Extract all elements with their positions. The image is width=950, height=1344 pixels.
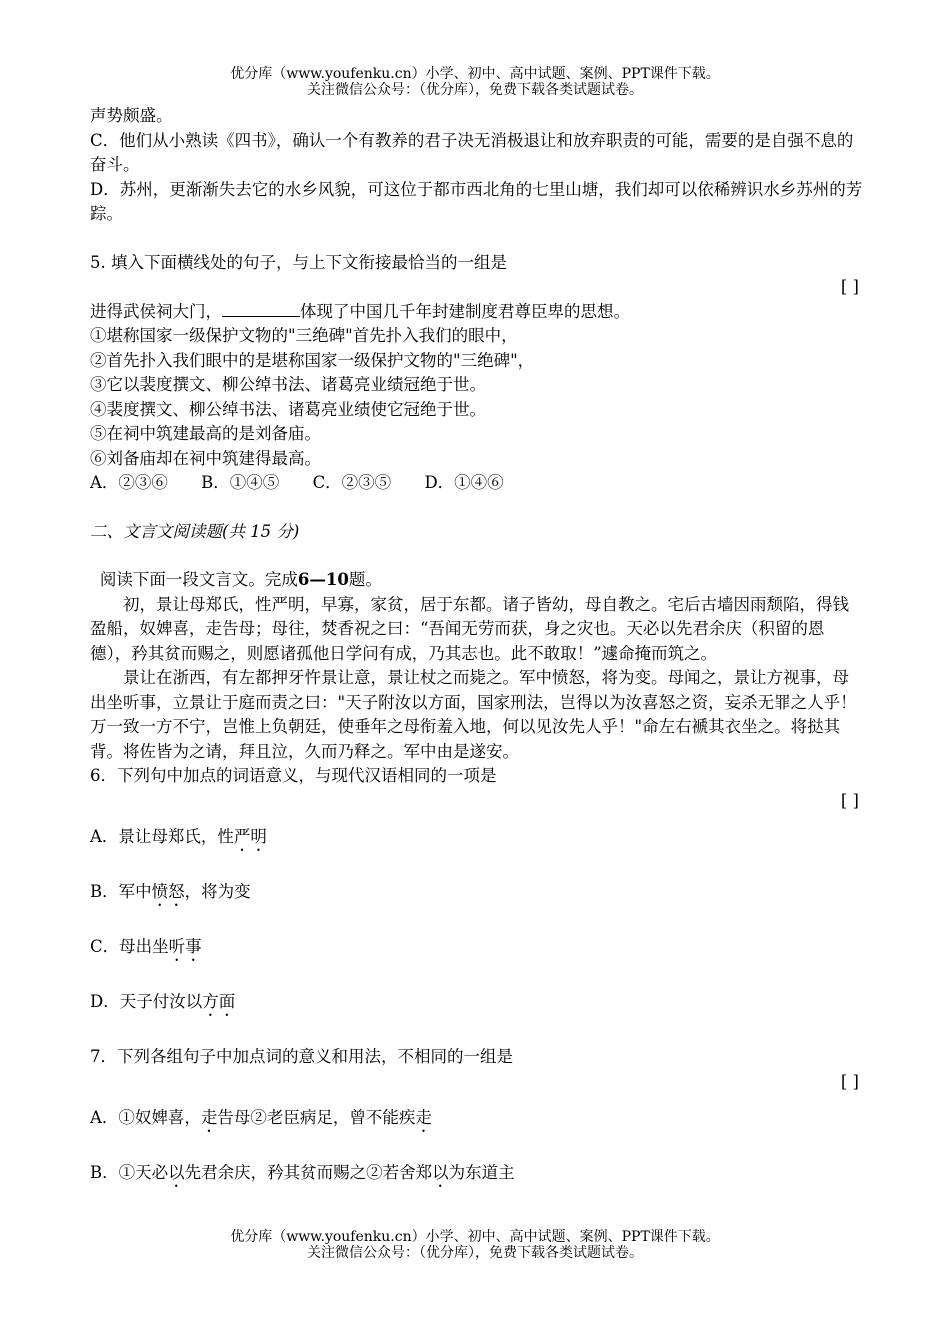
- q6-b-dotted-word: 愤怒: [151, 882, 185, 901]
- q5-passage-post: 体现了中国几千年封建制度君尊臣卑的思想。: [300, 301, 630, 321]
- reading-instruction: [90, 568, 865, 593]
- q6-option-c: [90, 935, 865, 965]
- q5-option-b: B．①④⑤: [201, 473, 280, 492]
- classical-passage-para-1: 初，景让母郑氏，性严明，早寡，家贫，居于东都。诸子皆幼，母自教之。宅后古墙因雨颓陷，得钱盈船，奴婢喜，走告母；母往，焚香祝之曰：“吾闻无劳而获，身之灾也。天必以先君余庆（积留的恩德），矜其贫而赐之，则愿诸孤他日学问有成，乃其志也。此不敢取！”遽命掩而筑之。: [90, 594, 849, 663]
- q4-option-c: C．他们从小熟读《四书》，确认一个有教养的君子决无消极退让和放弃职责的可能，需要的是自强不息的奋斗。: [90, 130, 854, 174]
- q5-item-6: ⑥刘备庙却在祠中筑建得最高。: [90, 448, 321, 468]
- q6-option-b: [90, 880, 865, 910]
- q7-stem: 7．下列各组句子中加点词的意义和用法，不相同的一组是: [90, 1047, 513, 1066]
- q6-c-text: C．母出坐: [90, 937, 169, 956]
- q5-item-3: ③它以裴度撰文、柳公绰书法、诸葛亮业绩冠绝于世。: [90, 375, 486, 394]
- header-line-1: 优分库（www.youfenku.cn）小学、初中、高中试题、案例、PPT课件下载。: [230, 66, 720, 82]
- q6-c-dotted-word: 听事: [168, 937, 202, 956]
- spacer: [90, 496, 865, 520]
- q5-item-5: ⑤在祠中筑建最高的是刘备庙。: [90, 424, 321, 443]
- q7-option-a: [90, 1106, 865, 1136]
- instruction-pre: 阅读下面一段文言文。完成: [99, 570, 298, 589]
- q6-b-tail: ，将为变: [184, 882, 251, 901]
- q6-b-text: B．军中: [90, 882, 152, 901]
- q5-passage: [90, 300, 865, 325]
- q5-item-2: ②首先扑入我们眼中的是堪称国家一级保护文物的"三绝碑"，: [90, 350, 535, 370]
- instruction-range: 6—10: [297, 570, 349, 589]
- q6-a-text: A．景让母郑氏，性: [90, 827, 234, 846]
- q7-a-mid: 告母②老臣病足，曾不能疾: [217, 1108, 416, 1127]
- q7-a-dotted-word-2: 走: [415, 1108, 432, 1127]
- header-line-2: 关注微信公众号：（优分库），免费下载各类试题试卷。: [307, 82, 643, 98]
- q7-b-dotted-word-1: 以: [168, 1163, 185, 1182]
- q5-option-d: D．①④⑥: [424, 473, 504, 492]
- q6-d-text: D．天子付汝以: [90, 992, 203, 1011]
- q5-options: [90, 471, 865, 496]
- q5-answer-bracket: [ ]: [840, 277, 859, 296]
- q6-d-dotted-word: 方面: [202, 992, 236, 1011]
- q4-option-d: D．苏州，更渐渐失去它的水乡风貌，可这位于都市西北角的七里山塘，我们却可以依稀辨识水乡苏州的芳踪。: [90, 179, 863, 223]
- q6-stem: 6．下列句中加点的词语意义，与现代汉语相同的一项是: [90, 766, 497, 785]
- q7-b-text: B．①天必: [90, 1163, 169, 1182]
- q7-b-mid: 先君余庆，矜其贫而赐之②若舍郑: [184, 1163, 433, 1182]
- spacer: [90, 544, 865, 568]
- q7-b-dotted-word-2: 以: [432, 1163, 449, 1182]
- q5-item-1: ①堪称国家一级保护文物的"三绝碑"首先扑入我们的眼中，: [90, 326, 518, 345]
- q6-option-a: [90, 825, 865, 855]
- instruction-post: 题。: [348, 570, 382, 589]
- q5-fill-blank: [222, 300, 300, 317]
- q6-option-d: [90, 990, 865, 1020]
- q7-answer-bracket: [ ]: [840, 1071, 859, 1091]
- q5-passage-pre: 进得武侯祠大门，: [90, 301, 222, 321]
- q5-option-a: A．②③⑥: [90, 473, 168, 492]
- q5-option-c: C．②③⑤: [312, 473, 392, 492]
- classical-passage-para-2: 景让在浙西，有左都押牙忤景让意，景让杖之而毙之。军中愤怒，将为变。母闻之，景让方视事，母出坐听事，立景让于庭而责之曰："天子附汝以方面，国家刑法，岂得以为汝喜怒之资，妄杀无罪之人乎！万一致一方不宁，岂惟上负朝廷，使垂年之母衔羞入地，何以见汝先人乎！"命左右褫其衣坐之。将挞其背。将佐皆为之请，拜且泣，久而乃释之。军中由是遂安。: [90, 668, 857, 761]
- q5-item-4: ④裴度撰文、柳公绰书法、诸葛亮业绩使它冠绝于世。: [90, 399, 486, 419]
- q5-stem: 5. 填入下面横线处的句子，与上下文衔接最恰当的一组是: [90, 252, 507, 272]
- q4-option-b-end: 声势颇盛。: [90, 106, 173, 125]
- q7-a-dotted-word-1: 走: [200, 1108, 218, 1127]
- page-header: [0, 66, 950, 98]
- footer-line-1: 优分库（www.youfenku.cn）小学、初中、高中试题、案例、PPT课件下载。: [230, 1229, 720, 1245]
- q7-option-b: [90, 1161, 865, 1191]
- document-body: [90, 104, 865, 1191]
- footer-line-2: 关注微信公众号：（优分库），免费下载各类试题试卷。: [307, 1245, 643, 1261]
- q6-answer-bracket: [ ]: [840, 790, 859, 810]
- q7-b-tail: 为东道主: [448, 1163, 515, 1182]
- page-footer: [0, 1229, 950, 1261]
- q7-a-text: A．①奴婢喜，: [90, 1108, 201, 1127]
- q6-a-dotted-word: 严明: [233, 827, 267, 846]
- spacer: [90, 227, 865, 251]
- section-2-title: 二、文言文阅读题(共 15 分): [90, 521, 300, 541]
